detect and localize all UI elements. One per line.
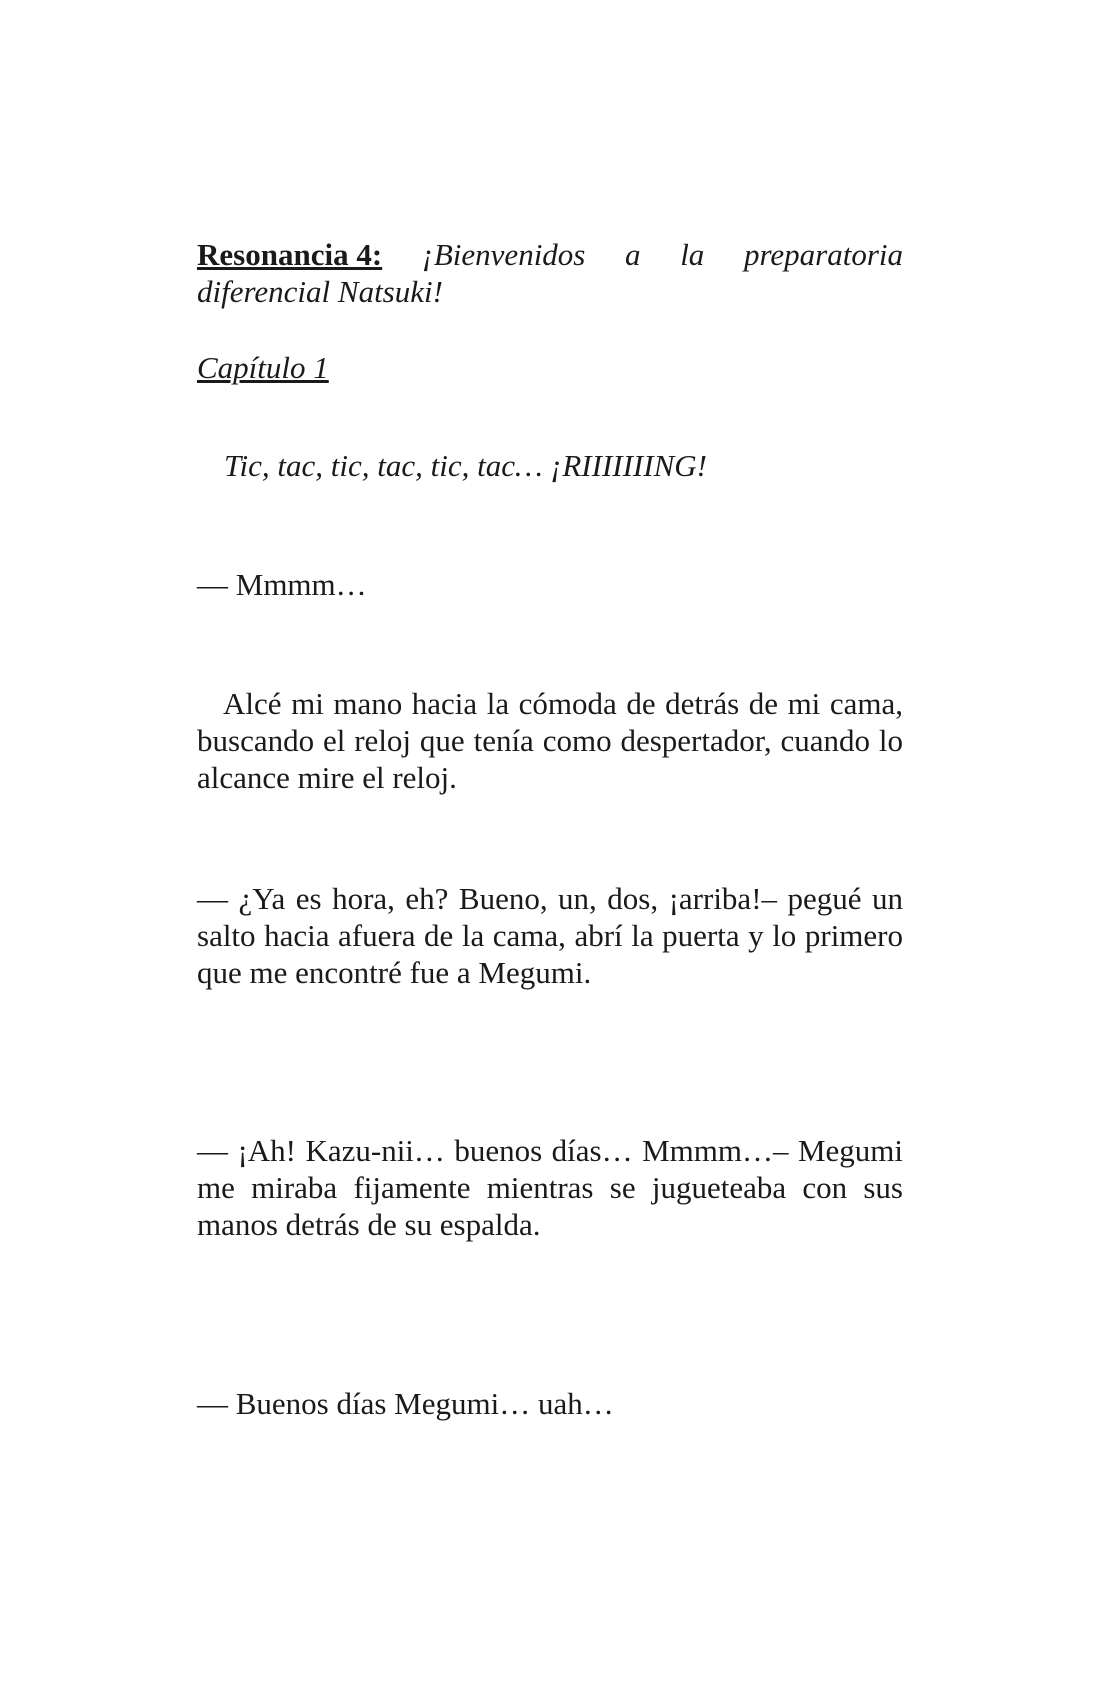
heading-line-2: diferencial Natsuki! (197, 274, 443, 309)
dialogue-paragraph: — ¿Ya es hora, eh? Bueno, un, dos, ¡arriba!– pegué un salto hacia afuera de la cama, abrí la puerta y lo primero que me encontré fue a Megumi. (197, 881, 903, 990)
sound-effect-line: Tic, tac, tic, tac, tic, tac… ¡RIIIIIIING! (224, 448, 707, 483)
dialogue-paragraph: — Mmmm… (197, 567, 367, 602)
heading-word: la (680, 237, 705, 272)
heading-label: Resonancia 4: (197, 237, 383, 272)
chapter-label: Capítulo 1 (197, 350, 329, 385)
heading-word: ¡Bienvenidos (421, 237, 586, 272)
section-heading (197, 236, 903, 310)
heading-line-1 (197, 236, 903, 273)
heading-word: a (625, 237, 641, 272)
dialogue-paragraph: — ¡Ah! Kazu-nii… buenos días… Mmmm…– Megumi me miraba fijamente mientras se jugueteaba con sus manos detrás de su espalda. (197, 1133, 903, 1242)
chapter-title (197, 349, 903, 386)
document-page (197, 0, 903, 1700)
narration-paragraph: Alcé mi mano hacia la cómoda de detrás de mi cama, buscando el reloj que tenía como despertador, cuando lo alcance mire el reloj. (197, 686, 903, 795)
dialogue-paragraph: — Buenos días Megumi… uah… (197, 1386, 614, 1421)
heading-word: preparatoria (743, 237, 903, 272)
